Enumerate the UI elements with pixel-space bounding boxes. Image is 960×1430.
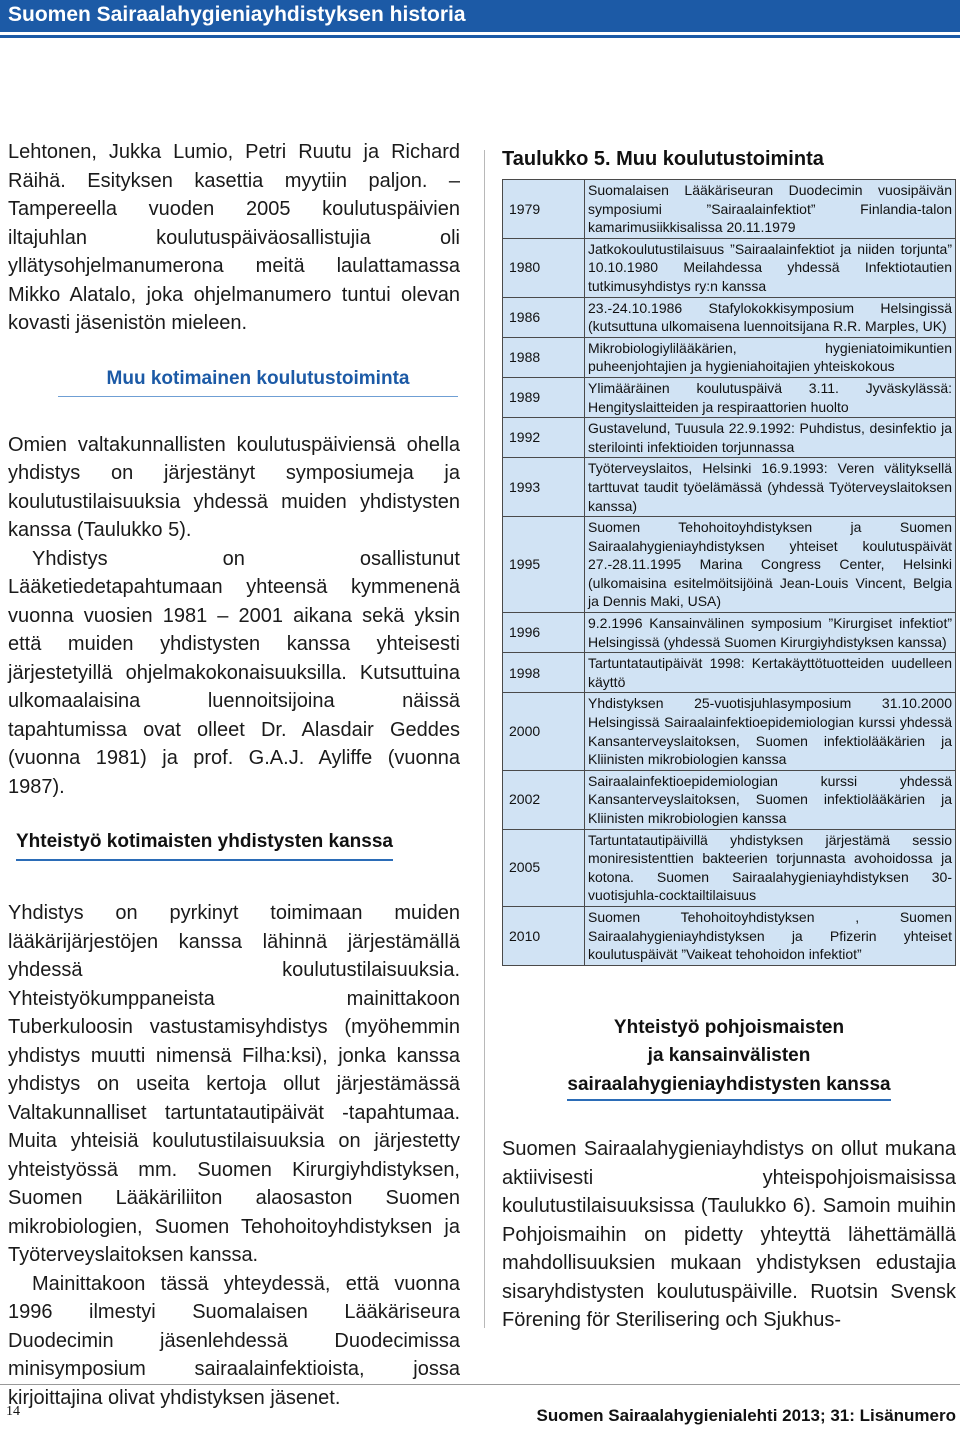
description-cell: Mikrobiologiylilääkärien, hygieniatoimikuntien puheenjohtajien ja hygieniahoitajien yhteiskokous: [585, 337, 956, 377]
table-row: [503, 613, 956, 653]
year-cell: 1986: [503, 297, 585, 337]
description-cell: Suomalaisen Lääkäriseuran Duodecimin vuosipäivän symposiumi ”Sairaalainfektiot” Finlandia-talon kamarimusiikkisalissa 20.11.1979: [585, 180, 956, 239]
description-cell: Gustavelund, Tuusula 22.9.1992: Puhdistus, desinfektio ja sterilointi infektioiden torjunnassa: [585, 418, 956, 458]
paragraph-duodecim: Mainittakoon tässä yhteydessä, että vuonna 1996 ilmestyi Suomalaisen Lääkäriseura Duodecimin jäsenlehdessä Duodecimissa minisymposium sairaalainfektioista, jossa kirjoittajina olivat yhdistyksen jäsenet.: [8, 1272, 460, 1409]
year-cell: 2000: [503, 693, 585, 770]
description-cell: Suomen Tehohoitoyhdistyksen ja Suomen Sairaalahygieniayhdistyksen yhteiset koulutuspäivät 27.-28.11.1995 Marina Congress Center, Helsinki (ulkomaisina esitelmöitsijöinä Jean-Louis Vincent, Belgia ja Dennis Maki, USA): [585, 517, 956, 613]
year-cell: 1979: [503, 180, 585, 239]
journal-reference: Suomen Sairaalahygienialehti 2013; 31: Lisänumero: [536, 1406, 956, 1425]
year-cell: 2005: [503, 829, 585, 906]
column-divider: [484, 150, 485, 1328]
description-cell: Sairaalainfektioepidemiologian kurssi yhdessä Kansanterveyslaitoksen, Suomen infektiolääkärien ja Kliinisten mikrobiologien kanssa: [585, 770, 956, 829]
table-row: [503, 458, 956, 517]
description-cell: Suomen Tehohoitoyhdistyksen , Suomen Sairaalahygieniayhdistyksen ja Pfizerin yhteiset koulutuspäivät ”Vaikeat tehohoidon infektiot”: [585, 906, 956, 965]
heading-line: Yhteistyö pohjoismaisten: [613, 1016, 845, 1038]
year-cell: 2002: [503, 770, 585, 829]
paragraph-intro: Lehtonen, Jukka Lumio, Petri Ruutu ja Richard Räihä. Esityksen kasettia myytiin paljon. – Tampereella vuoden 2005 koulutuspäivien iltajuhlan koulutuspäiväosallistujia oli yllätysohjelmanumerona meitä laulattamassa Mikko Alatalo, joka ohjelmanumero tuntui olevan kovasti jäsenistön mieleen.: [8, 141, 460, 334]
header-bar: [0, 0, 960, 32]
table-row: [503, 653, 956, 693]
description-cell: Tartuntatautipäivät 1998: Kertakäyttötuotteiden uudelleen käyttö: [585, 653, 956, 693]
header-rule: [0, 35, 960, 38]
table-row: [503, 829, 956, 906]
description-cell: Jatkokoulutustilaisuus ”Sairaalainfektiot ja niiden torjunta” 10.10.1980 Meilahdessa yhdessä Infektiotautien tutkimusyhdistys ry:n kanssa: [585, 238, 956, 297]
table-row: [503, 418, 956, 458]
year-cell: 1988: [503, 337, 585, 377]
paragraph-symposia: Omien valtakunnallisten koulutuspäiviensä ohella yhdistys on järjestänyt symposiumeja ja koulutustilaisuuksia yhdessä muiden yhdistysten kanssa (Taulukko 5).: [8, 433, 460, 541]
table-row: [503, 180, 956, 239]
paragraph-nordic: Suomen Sairaalahygieniayhdistys on ollut mukana aktiivisesti yhteispohjoismaisissa koulutustilaisuuksissa (Taulukko 6). Samoin muihin Pohjoismaihin on pidetty yhteyttä lähettämällä mahdollisuuksien mukaan yhdistyksen edustajia sisaryhdistysten koulutuspäiville. Ruotsin Svensk Förening för Sterilisering och Sjukhus-: [502, 1138, 956, 1332]
heading-line: ja kansainvälisten: [647, 1045, 811, 1067]
year-cell: 1992: [503, 418, 585, 458]
subheading-domestic-cooperation: Yhteistyö kotimaisten yhdistysten kanssa: [16, 831, 393, 861]
subheading-other-domestic-training: Muu kotimainen koulutustoiminta: [58, 368, 458, 397]
left-column: [8, 138, 460, 1412]
table-row: [503, 377, 956, 417]
table-row: [503, 337, 956, 377]
year-cell: 1996: [503, 613, 585, 653]
year-cell: 2010: [503, 906, 585, 965]
description-cell: 9.2.1996 Kansainvälinen symposium ”Kirurgiset infektiot” Helsingissä (yhdessä Suomen Kirurgiyhdistyksen kanssa): [585, 613, 956, 653]
year-cell: 1989: [503, 377, 585, 417]
year-cell: 1993: [503, 458, 585, 517]
subheading-international-cooperation: [502, 1014, 956, 1100]
description-cell: Työterveyslaitos, Helsinki 16.9.1993: Veren välityksellä tarttuvat taudit työelämässä (yhdessä Työterveyslaitoksen kanssa): [585, 458, 956, 517]
paragraph-medical-event: Yhdistys on osallistunut Lääketiedetapahtumaan yhteensä kymmenenä vuonna vuosien 1981 – 2001 aikana sekä yksin että muiden yhdistysten kanssa yhteisesti järjestetyillä ohjelmakokonaisuuksilla. Kutsuttuina ulkomaalaisina luennoitsijoina näissä tapahtumissa ovat olleet Dr. Alasdair Geddes (vuonna 1981) ja prof. G.A.J. Ayliffe (vuonna 1987).: [8, 547, 460, 798]
table-title: Taulukko 5. Muu koulutustoiminta: [502, 148, 824, 170]
table-row: [503, 517, 956, 613]
table-row: [503, 297, 956, 337]
table-row: [503, 906, 956, 965]
year-cell: 1998: [503, 653, 585, 693]
description-cell: Yhdistyksen 25-vuotisjuhlasymposium 31.10.2000 Helsingissä Sairaalainfektioepidemiologian kurssi yhdessä Kansanterveyslaitoksen, Suomen infektiolääkärien ja Kliinisten mikrobiologien kanssa: [585, 693, 956, 770]
year-cell: 1980: [503, 238, 585, 297]
table-row: [503, 238, 956, 297]
right-column: [502, 148, 956, 1335]
footer-rule: [0, 1384, 960, 1385]
description-cell: Tartuntatautipäivillä yhdistyksen järjestämä sessio moniresistenttien bakteerien torjunnasta avohoidossa ja kotona. Suomen Sairaalahygieniayhdistyksen 30-vuotisjuhla-cocktailtilaisuus: [585, 829, 956, 906]
page-number: 14: [6, 1404, 20, 1419]
table-row: [503, 770, 956, 829]
paragraph-cooperation: Yhdistys on pyrkinyt toimimaan muiden lääkärijärjestöjen kanssa lähinnä järjestämällä yhdessä koulutustilaisuuksia. Yhteistyökumppaneista mainittakoon Tuberkuloosin vastustamisyhdistys (myöhemmin yhdistys muutti nimensä Filha:ksi), jonka kanssa yhdistys on useita kertoja ollut järjestämässä Valtakunnalliset tartuntatautipäivät -tapahtumaa. Muita yhteisiä koulutustilaisuuksia on järjestetty yhteistyössä mm. Suomen Kirurgiyhdistyksen, Suomen Lääkäriliiton alaosaston Suomen mikrobiologien, Suomen Tehohoitoyhdistyksen ja Työterveyslaitoksen kanssa.: [8, 902, 460, 1266]
running-header-title: Suomen Sairaalahygieniayhdistyksen historia: [8, 3, 466, 26]
year-cell: 1995: [503, 517, 585, 613]
heading-line: sairaalahygieniayhdistysten kanssa: [567, 1074, 890, 1101]
description-cell: Ylimääräinen koulutuspäivä 3.11. Jyväskylässä: Hengityslaitteiden ja respiraattorien huolto: [585, 377, 956, 417]
table-row: [503, 693, 956, 770]
description-cell: 23.-24.10.1986 Stafylokokkisymposium Helsingissä (kutsuttuna ulkomaisena luennoitsijana R.R. Marples, UK): [585, 297, 956, 337]
training-table: [502, 179, 956, 966]
